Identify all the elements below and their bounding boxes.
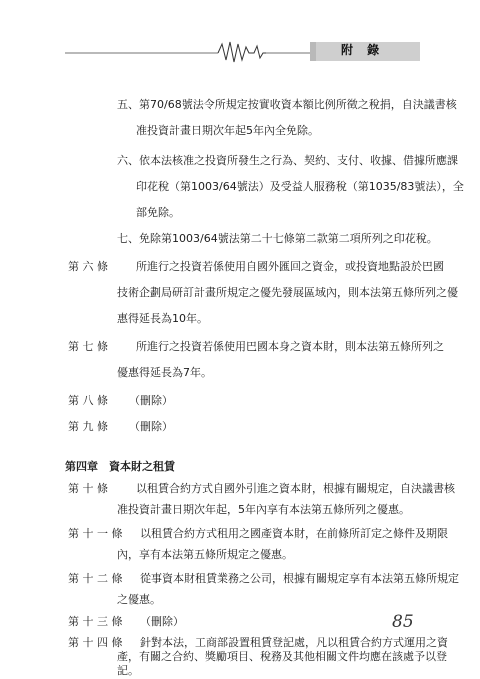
article-9-text: （刪除）: [129, 420, 173, 433]
article-11-label: 第 十 一 條: [68, 527, 123, 540]
article-6-line-2: 技術企劃局研訂計畫所規定之優先發展區域內，則本法第五條所列之優: [117, 286, 458, 299]
article-10-line-2: 准投資計畫日期次年起，5年內享有本法第五條所列之優惠。: [117, 503, 410, 516]
item-7-line-1: 七、免除第1003/64號法第二十七條第二款第二項所列之印花稅。: [117, 232, 438, 245]
article-13-text: （刪除）: [140, 615, 184, 628]
article-7-label: 第 七 條: [68, 340, 108, 353]
article-10-line-1: 以租賃合約方式自國外引進之資本財，根據有關規定，自決議書核: [136, 482, 455, 495]
article-11-line-2: 內，享有本法第五條所規定之優惠。: [117, 548, 293, 561]
article-8-label: 第 八 條: [68, 394, 108, 407]
chapter-4-title: 第四章 資本財之租賃: [65, 460, 175, 473]
article-14-line-2: 產，有關之合約、獎勵項目、稅務及其他相關文件均應在該處予以登: [117, 650, 447, 663]
article-6-label: 第 六 條: [68, 260, 108, 273]
article-6-line-1: 所進行之投資若係使用自國外匯回之資金，或投資地點設於巴國: [136, 260, 444, 273]
article-7-line-1: 所進行之投資若係使用巴國本身之資本財，則本法第五條所列之: [136, 340, 444, 353]
item-6-line-1: 六、依本法核准之投資所發生之行為、契約、支付、收據、借據所應課: [117, 154, 458, 167]
article-6-line-3: 惠得延長為10年。: [117, 312, 208, 325]
article-13-label: 第 十 三 條: [68, 615, 123, 628]
article-14-line-3: 記。: [117, 664, 139, 677]
article-12-line-1: 從事資本財租賃業務之公司，根據有關規定享有本法第五條所規定: [140, 572, 459, 585]
section-label: 附 錄: [341, 43, 385, 57]
article-10-label: 第 十 條: [68, 482, 108, 495]
running-header: [0, 38, 480, 66]
article-8-text: （刪除）: [129, 394, 173, 407]
article-11-line-1: 以租賃合約方式租用之國產資本財，在前條所訂定之條件及期限: [140, 527, 448, 540]
item-5-line-1: 五、第70/68號法令所規定按實收資本額比例所徵之稅捐，自決議書核: [117, 98, 457, 111]
header-rule-graphic: [0, 38, 480, 66]
article-9-label: 第 九 條: [68, 420, 108, 433]
item-6-line-2: 印花稅（第1003/64號法）及受益人服務稅（第1035/83號法），全: [136, 180, 464, 193]
page-number: 85: [392, 612, 414, 632]
article-14-line-1: 針對本法，工商部設置租賃登記處，凡以租賃合約方式運用之資: [140, 636, 448, 649]
article-12-line-2: 之優惠。: [117, 593, 161, 606]
article-12-label: 第 十 二 條: [68, 572, 123, 585]
item-6-line-3: 部免除。: [136, 206, 180, 219]
item-5-line-2: 准投資計畫日期次年起5年內全免除。: [136, 124, 319, 137]
article-14-label: 第 十 四 條: [68, 636, 123, 649]
article-7-line-2: 優惠得延長為7年。: [117, 366, 212, 379]
